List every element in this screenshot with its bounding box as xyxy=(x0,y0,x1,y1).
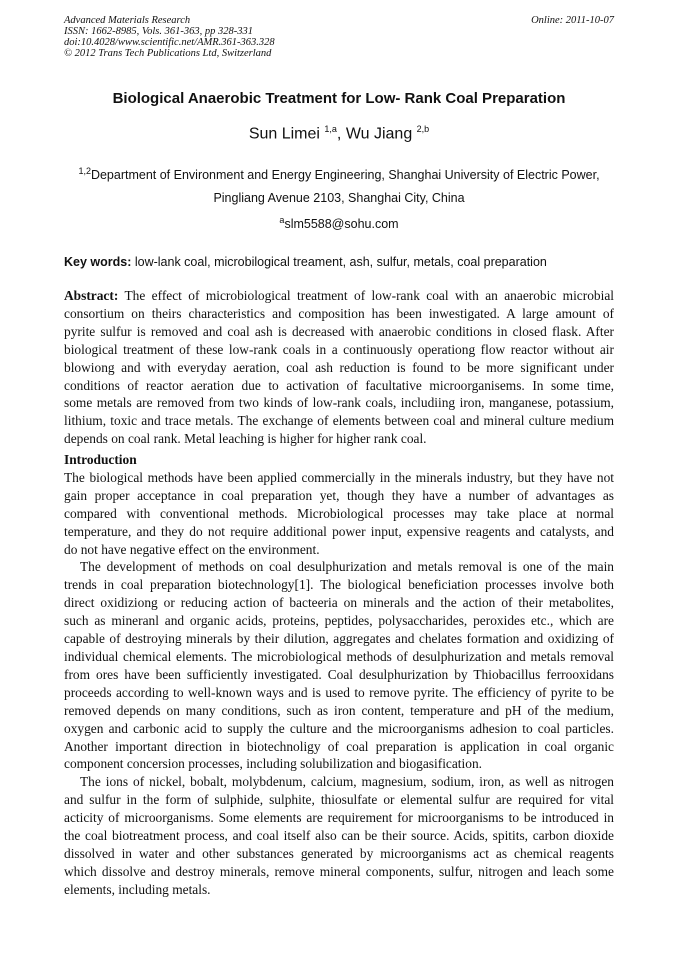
online-date: Online: 2011-10-07 xyxy=(531,15,614,26)
paragraph-line: direct oxidiziong or reducing action of bacteeria on minerals and the action of their metabolites, xyxy=(64,595,614,611)
abstract-line: pyrite sulfur is removed and coal ash is decreased with anaerobic conditions in closed flask. After xyxy=(64,323,614,339)
paragraph-line: from ores have been sufficiently investigated. Coal desulphurization by Thiobacillus ferrooxidans xyxy=(64,666,614,682)
paragraph-line: individual chemical elements. The microbiological methods of desulphurization and metals removal xyxy=(64,648,614,664)
abstract-line: blowiong and with everyday aeration, coal ash reduction is found to be more significant under xyxy=(64,359,614,375)
affiliation-line-1 xyxy=(0,166,678,182)
paragraph xyxy=(64,558,614,773)
paragraph-line: gain proper acceptance in coal preparation yet, though they have a number of advantages as xyxy=(64,487,614,503)
paragraph-line: do not have negative effect on the environment. xyxy=(64,541,320,557)
paragraph-line: dissolved in water and other substances generated by microorganisms act as chemical reagents xyxy=(64,845,614,861)
author-sep: , xyxy=(336,125,346,143)
paragraph xyxy=(64,773,614,898)
abstract-line: depends on coal rank. Metal leaching is higher for higher rank coal. xyxy=(64,431,427,447)
paper-title: Biological Anaerobic Treatment for Low- Rank Coal Preparation xyxy=(112,90,566,107)
abstract-line xyxy=(64,287,614,305)
author-2: Wu Jiang xyxy=(345,125,417,143)
paragraph-line: oxygen and carbonic acid to supply the culture and the microorganisms adhesion to coal particles. xyxy=(64,720,614,736)
introduction-heading: Introduction xyxy=(64,452,137,467)
journal-name: Advanced Materials Research xyxy=(64,15,191,26)
keywords-label: Key words: xyxy=(64,255,132,269)
paragraph-line: capable of destroying minerals by their dilution, aggregates and chelates formation and oxidizing of xyxy=(64,631,614,647)
email xyxy=(0,215,678,231)
abstract-line: conditions of reactor aeration due to activation of facultative microorganisems. In some time, xyxy=(64,377,614,393)
abstract-line: some metals are removed from two kinds of low-rank coals, includiing iron, manganese, potassium, xyxy=(64,395,614,411)
paragraph-line: The development of methods on coal desulphurization and metals removal is one of the main xyxy=(80,559,614,575)
abstract-line: consortium on theirs characteristics and composition has been inwestigated. A large amount of xyxy=(64,305,614,321)
paragraph-line: temperature, and they do not require additional power input, expensive reagents and catalysts, and xyxy=(64,523,614,539)
paragraph-line: trends in coal preparation biotechnology[1]. The biological beneficiation processes involve both xyxy=(64,577,614,593)
paragraph-line: component concersion processes, including solubilization and biogasification. xyxy=(64,756,482,772)
authors xyxy=(0,124,678,143)
journal-header xyxy=(64,15,614,59)
paragraph-line: acticity of microorganisms. Some elements are requirement for microorganisms to be introduced in xyxy=(64,810,614,826)
doi: doi:10.4028/www.scientific.net/AMR.361-363.328 xyxy=(64,37,275,48)
paragraph-line: such as mineranl and organic acids, proteins, peptides, polysaccharides, peroxides etc., which are xyxy=(64,613,614,629)
keywords-text: low-lank coal, microbilogical treament, ash, sulfur, metals, coal preparation xyxy=(131,255,547,269)
paragraph-line: proceeds according to well-known ways and is used to remove pyrite. The efficiency of pyrite to be xyxy=(64,684,614,700)
affiliation-sup: 1,2 xyxy=(78,166,91,176)
issn: ISSN: 1662-8985, Vols. 361-363, pp 328-331 xyxy=(64,26,253,37)
abstract-line: biological treatment of these low-rank coals in a continuously operationg flow reactor without air xyxy=(64,341,614,357)
abstract-line: lithium, toxic and trace metals. The exchange of elements between coal and mineral culture medium xyxy=(64,413,614,429)
paragraph-line: removed depends on many conditions, such as iron content, temperature and pH of the medium, xyxy=(64,702,614,718)
affiliation-line-2: Pingliang Avenue 2103, Shanghai City, China xyxy=(213,191,465,205)
abstract-label: Abstract: xyxy=(64,288,119,303)
abstract-text: The effect of microbiological treatment of low-rank coal with an anaerobic microbial xyxy=(118,288,614,303)
paragraph-line: The biological methods have been applied commercially in the minerals industry, but they have not xyxy=(64,469,614,485)
author-1-affil: 1,a xyxy=(324,124,337,134)
keywords xyxy=(64,255,547,269)
paragraph-line: and sulfur in the form of sulphide, sulphite, thiosulfate or elemental sulfur are required for vital xyxy=(64,792,614,808)
copyright: © 2012 Trans Tech Publications Ltd, Switzerland xyxy=(64,48,272,59)
paragraph-line: Another important direction in biotechnoligy of coal preparation is application in coal organic xyxy=(64,738,614,754)
paragraph-line: which dissolve and destroy minerals, remove mineral components, sulfur, nitrogen and leach some xyxy=(64,863,614,879)
affiliation-text: Department of Environment and Energy Engineering, Shanghai University of Electric Power, xyxy=(90,168,600,183)
paragraph xyxy=(64,469,614,559)
paragraph-line: The ions of nickel, bobalt, molybdenum, calcium, magnesium, sodium, iron, as well as nitrogen xyxy=(80,774,614,790)
email-address[interactable]: slm5588@sohu.com xyxy=(284,217,399,232)
email-sup: a xyxy=(279,215,285,225)
paragraph-line: the coal biotreatment process, and coal itself also can be their source. Acids, spitits, carbon dioxide xyxy=(64,828,614,844)
abstract xyxy=(64,287,614,448)
author-2-affil: 2,b xyxy=(416,124,430,134)
paragraph-line: elements, including metals. xyxy=(64,881,211,897)
introduction-section xyxy=(64,451,614,899)
paragraph-line: compared with conventional methods. Microbiological processes may take place at normal xyxy=(64,505,614,521)
author-1: Sun Limei xyxy=(248,125,325,143)
